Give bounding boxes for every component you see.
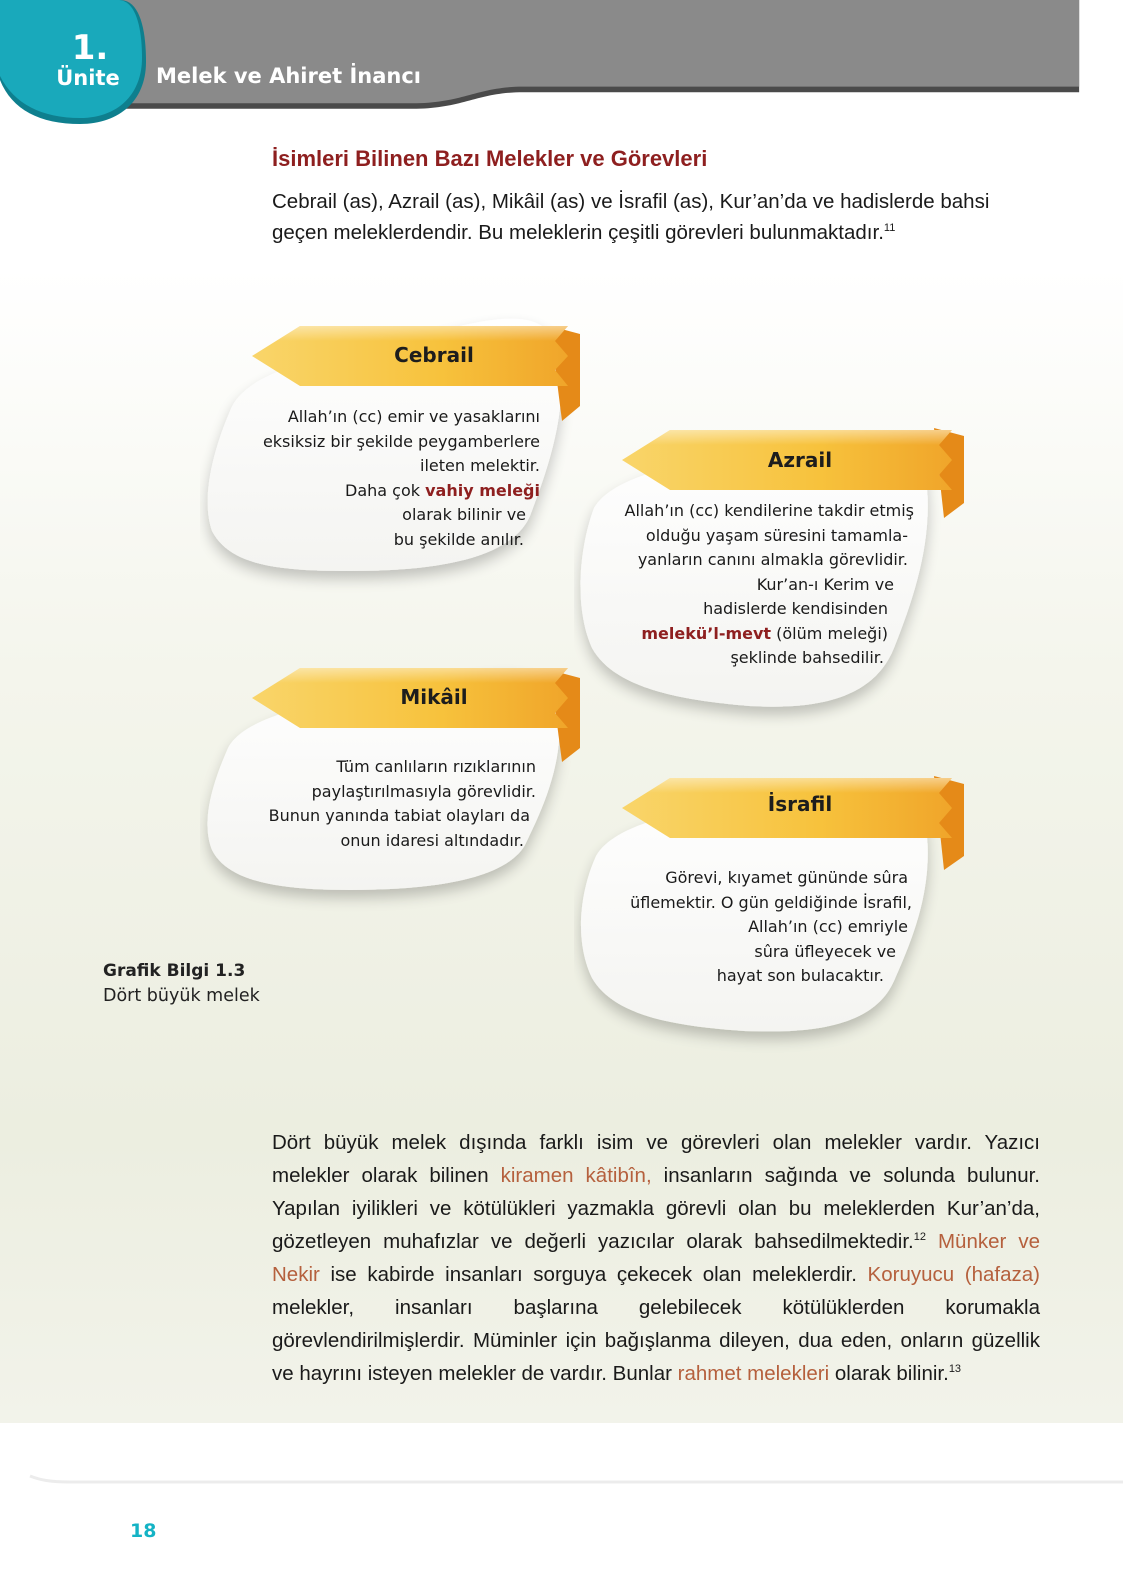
footnote-ref: 11 (883, 222, 896, 235)
card-mikail (200, 640, 600, 940)
card-description: Görevi, kıyamet gününde sûra üflemektir. O gün geldiğinde İsrafil, Allah’ın (cc) emriyle sûra üfleyecek ve hayat son bulacaktır. (630, 868, 912, 985)
unit-number: 1. (71, 28, 109, 68)
term-highlight: rahmet melekleri (677, 1362, 830, 1385)
card-title: Mikâil (400, 685, 468, 709)
figure-caption-subtitle: Dört büyük melek (103, 986, 260, 1006)
card-israfil (574, 746, 994, 1076)
card-title: İsrafil (767, 792, 833, 816)
section-heading: İsimleri Bilinen Bazı Melekler ve Görevleri (272, 146, 708, 171)
intro-paragraph: Cebrail (as), Azrail (as), Mikâil (as) ve İsrafil (as), Kur’an’da ve hadislerde bahsi geçen meleklerdendir. Bu meleklerin çeşitli görevleri bulunmaktadır.$^{11}$ (272, 190, 990, 244)
card-cebrail (200, 296, 600, 636)
chapter-title: Melek ve Ahiret İnancı (156, 64, 421, 88)
footnote-ref: 12 (913, 1231, 926, 1244)
page-number: 18 (130, 1520, 157, 1542)
body-paragraph: Dört büyük melek dışında farklı isim ve görevleri olan melekler vardır. Yazıcı melekler olarak bilinen kiramen kâtibîn, insanların sağında ve solunda bulunur. Yapılan iyilikleri ve kötülükleri yazmakla görevli olan bu meleklerden Kur’an’da, gözetleyen muhafızlar ve değerli yazıcılar olarak bahsedilmektedir.$^{12}$ Münker ve Nekir ise kabirde insanları sorguya çekecek olan meleklerdir. Koruyucu (hafaza) melekler, insanları başlarına gelebilecek kötülüklerden korumakla görevlendirilmişlerdir. Müminler için bağışlanma dileyen, dua eden, onların güzellik ve hayrını isteyen melekler de vardır. Bunlar rahmet melekleri olarak bilinir.$^{13}$ (272, 1131, 1040, 1385)
card-azrail (574, 398, 994, 748)
card-title: Cebrail (394, 343, 474, 367)
footnote-ref: 13 (948, 1363, 962, 1376)
term-highlight: kiramen kâtibîn, (500, 1164, 652, 1187)
figure-caption-title: Grafik Bilgi 1.3 (103, 961, 246, 981)
card-description: Allah’ın (cc) kendilerine takdir etmiş olduğu yaşam süresini tamamla- yanların canını almakla görevlidir. Kur’an-ı Kerim ve hadislerde kendisinden melekü’l-mevt (ölüm meleği) şeklinde bahsedilir. (624, 501, 914, 667)
header-bar (0, 0, 1123, 118)
card-title: Azrail (767, 448, 833, 472)
card-description: Tüm canlıların rızıklarının paylaştırılmasıyla görevlidir. Bunun yanında tabiat olayları da onun idaresi altındadır. (268, 757, 536, 850)
term-highlight: Koruyucu (hafaza) (867, 1263, 1040, 1286)
term-highlight: Münker ve Nekir (272, 1230, 1040, 1286)
unit-label: Ünite (56, 66, 120, 90)
card-description: Allah’ın (cc) emir ve yasaklarını eksiksiz bir şekilde peygamberlere ileten melektir. Daha çok vahiy meleği olarak bilinir ve bu şekilde anılır. (262, 407, 540, 549)
footer-curve (0, 1440, 1123, 1510)
